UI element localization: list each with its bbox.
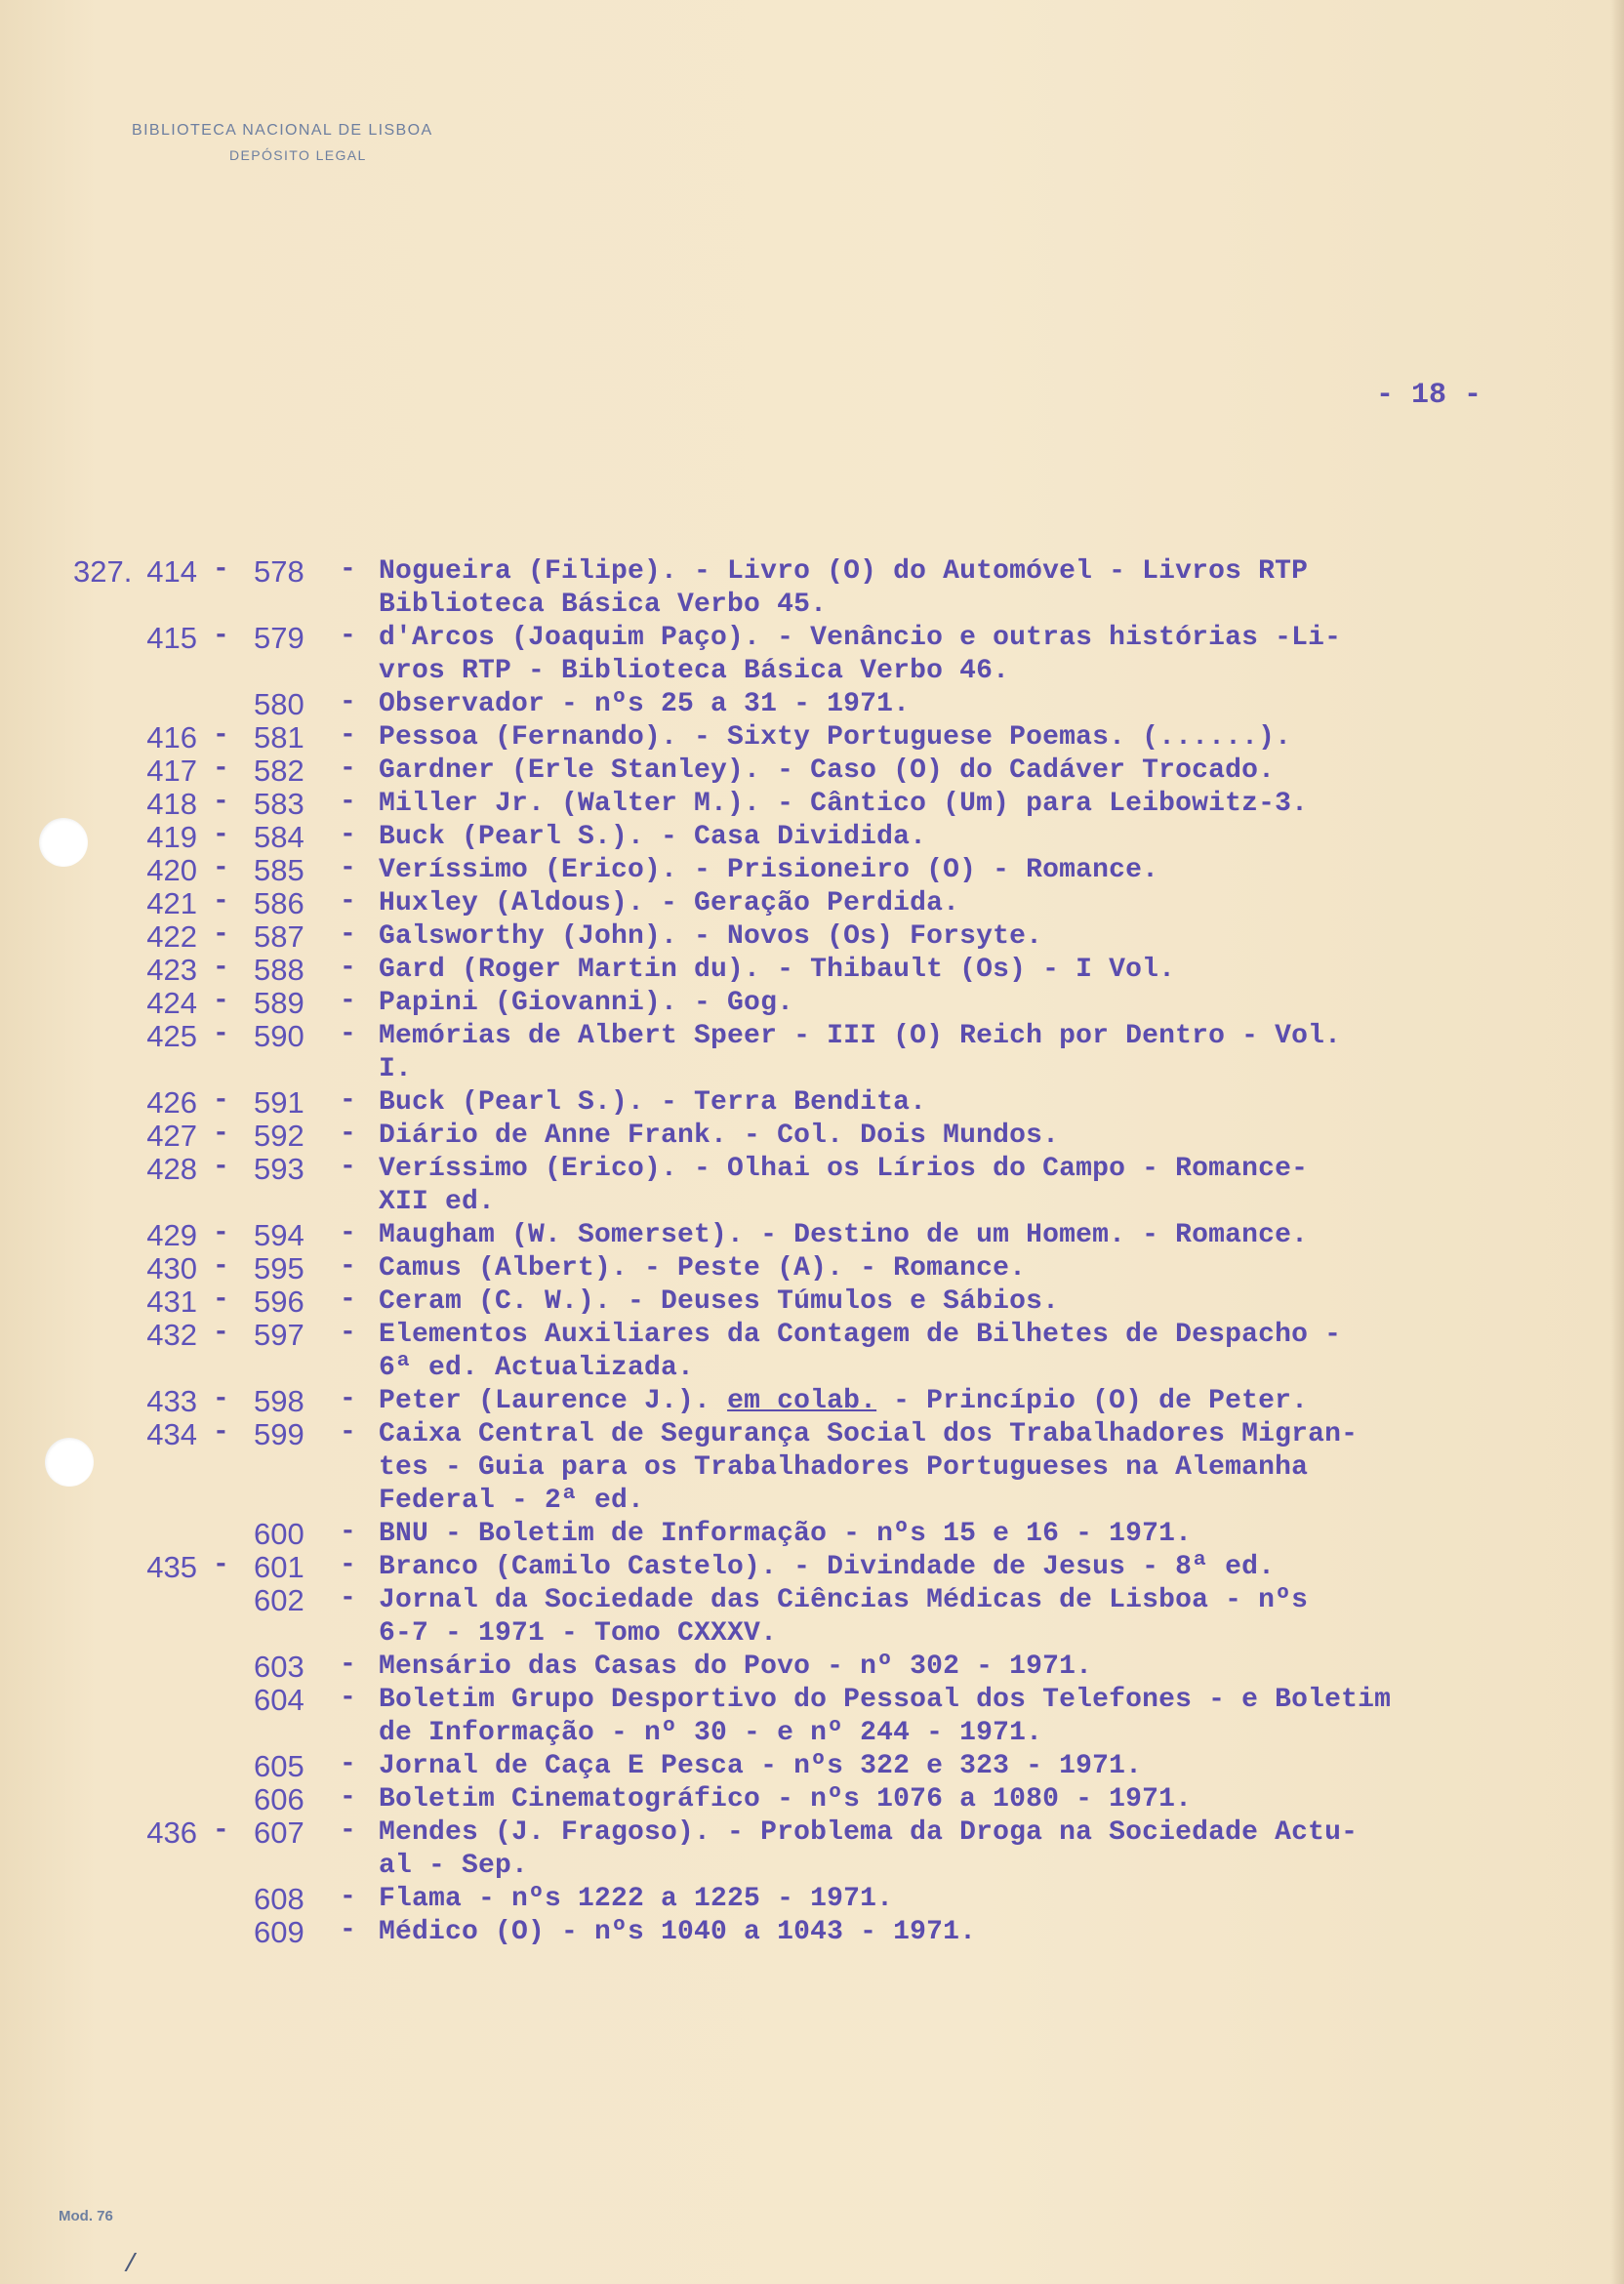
separator-dash: - (340, 986, 356, 1016)
entry-text: Jornal de Caça E Pesca - nºs 322 e 323 - 1971. (379, 1751, 1143, 1781)
entry-line (117, 1285, 1581, 1318)
entry-line (117, 1749, 1581, 1782)
deposit-number: 596 (254, 1285, 304, 1319)
separator-dash: - (340, 1683, 356, 1713)
deposit-number: 607 (254, 1815, 304, 1850)
register-number: 423 (146, 953, 197, 987)
letterhead (132, 122, 433, 163)
entry-line (117, 1152, 1581, 1185)
separator-dash: - (213, 1285, 229, 1315)
entry-text: Galsworthy (John). - Novos (Os) Forsyte. (379, 921, 1043, 952)
register-number: 431 (146, 1285, 197, 1319)
deposit-number: 581 (254, 720, 304, 755)
entry-text: Diário de Anne Frank. - Col. Dois Mundos. (379, 1121, 1060, 1151)
pencil-mark: / (123, 2250, 139, 2279)
deposit-number: 578 (254, 554, 304, 589)
register-number: 420 (146, 853, 197, 887)
entry-text: Nogueira (Filipe). - Livro (O) do Automóvel - Livros RTP (379, 556, 1309, 587)
paper-edge-shadow (1610, 0, 1624, 2284)
punch-hole-top (39, 818, 88, 867)
underlined-annotation: em colab. (727, 1386, 877, 1416)
entry-text: Camus (Albert). - Peste (A). - Romance. (379, 1253, 1027, 1284)
deposit-entry-list (73, 554, 1581, 1949)
deposit-number: 584 (254, 820, 304, 854)
separator-dash: - (213, 1417, 229, 1448)
separator-dash: - (213, 853, 229, 883)
separator-dash: - (213, 1119, 229, 1149)
separator-dash: - (213, 1218, 229, 1248)
separator-dash: - (213, 986, 229, 1016)
entry-text: Maugham (W. Somerset). - Destino de um Homem. - Romance. (379, 1220, 1309, 1250)
register-number: 426 (146, 1085, 197, 1120)
separator-dash: - (340, 886, 356, 917)
separator-dash: - (340, 820, 356, 850)
register-number: 434 (146, 1417, 197, 1451)
separator-dash: - (213, 1152, 229, 1182)
register-number: 427 (146, 1119, 197, 1153)
deposit-number: 588 (254, 953, 304, 987)
separator-dash: - (213, 953, 229, 983)
separator-dash: - (213, 1251, 229, 1282)
entry-continuation-line (117, 1716, 1581, 1749)
entry-text: Miller Jr. (Walter M.). - Cântico (Um) para Leibowitz-3. (379, 789, 1309, 819)
deposit-number: 609 (254, 1915, 304, 1949)
letterhead-institution: BIBLIOTECA NACIONAL DE LISBOA (132, 122, 433, 139)
register-number: 435 (146, 1550, 197, 1584)
entry-line (117, 1583, 1581, 1616)
entry-text: Federal - 2ª ed. (379, 1486, 645, 1516)
entry-text: Huxley (Aldous). - Geração Perdida. (379, 888, 960, 918)
entry-text: Flama - nºs 1222 a 1225 - 1971. (379, 1884, 894, 1914)
deposit-number: 603 (254, 1650, 304, 1684)
entry-continuation-line (117, 654, 1581, 687)
register-number: 433 (146, 1384, 197, 1418)
entry-text: Mendes (J. Fragoso). - Problema da Droga na Sociedade Actu- (379, 1817, 1359, 1848)
entry-line (117, 1119, 1581, 1152)
entry-text: Mensário das Casas do Povo - nº 302 - 1971. (379, 1652, 1093, 1682)
register-number: 419 (146, 820, 197, 854)
entry-text: vros RTP - Biblioteca Básica Verbo 46. (379, 656, 1010, 686)
classification-prefix: 327. (73, 554, 133, 589)
entry-text: Branco (Camilo Castelo). - Divindade de Jesus - 8ª ed. (379, 1552, 1276, 1582)
entry-text: Gard (Roger Martin du). - Thibault (Os) - I Vol. (379, 955, 1176, 985)
separator-dash: - (213, 754, 229, 784)
form-code: Mod. 76 (59, 2208, 113, 2224)
separator-dash: - (213, 1019, 229, 1049)
separator-dash: - (340, 953, 356, 983)
deposit-number: 583 (254, 787, 304, 821)
entry-continuation-line (117, 1849, 1581, 1882)
separator-dash: - (340, 1815, 356, 1846)
deposit-number: 586 (254, 886, 304, 920)
entry-line (117, 886, 1581, 919)
entry-line (117, 1683, 1581, 1716)
entry-continuation-line (117, 588, 1581, 621)
entry-text: Memórias de Albert Speer - III (O) Reich por Dentro - Vol. (379, 1021, 1342, 1051)
entry-text: Papini (Giovanni). - Gog. (379, 988, 794, 1018)
separator-dash: - (340, 1285, 356, 1315)
separator-dash: - (213, 621, 229, 651)
entry-continuation-line (117, 1616, 1581, 1650)
deposit-number: 604 (254, 1683, 304, 1717)
register-number: 432 (146, 1318, 197, 1352)
register-number: 416 (146, 720, 197, 755)
deposit-number: 608 (254, 1882, 304, 1916)
separator-dash: - (213, 554, 229, 585)
separator-dash: - (213, 787, 229, 817)
register-number: 417 (146, 754, 197, 788)
entry-text: Observador - nºs 25 a 31 - 1971. (379, 689, 911, 719)
separator-dash: - (340, 787, 356, 817)
register-number: 436 (146, 1815, 197, 1850)
deposit-number: 606 (254, 1782, 304, 1816)
entry-line (117, 1650, 1581, 1683)
separator-dash: - (340, 1749, 356, 1779)
separator-dash: - (213, 720, 229, 751)
separator-dash: - (340, 1417, 356, 1448)
deposit-number: 605 (254, 1749, 304, 1783)
entry-text: Buck (Pearl S.). - Casa Dividida. (379, 822, 927, 852)
entry-continuation-line (117, 1351, 1581, 1384)
register-number: 422 (146, 919, 197, 954)
entry-line (117, 1384, 1581, 1417)
entry-text: BNU - Boletim de Informação - nºs 15 e 16 - 1971. (379, 1519, 1193, 1549)
entry-line (117, 820, 1581, 853)
separator-dash: - (213, 820, 229, 850)
separator-dash: - (340, 1318, 356, 1348)
entry-text: Biblioteca Básica Verbo 45. (379, 590, 828, 620)
register-number: 430 (146, 1251, 197, 1285)
entry-line (117, 853, 1581, 886)
deposit-number: 589 (254, 986, 304, 1020)
separator-dash: - (213, 919, 229, 950)
entry-line (117, 986, 1581, 1019)
separator-dash: - (340, 687, 356, 717)
deposit-number: 582 (254, 754, 304, 788)
entry-line (117, 1318, 1581, 1351)
entry-text: Peter (Laurence J.). em colab. - Princípio (O) de Peter. (379, 1386, 1309, 1416)
deposit-number: 599 (254, 1417, 304, 1451)
separator-dash: - (213, 1550, 229, 1580)
entry-text: Gardner (Erle Stanley). - Caso (O) do Cadáver Trocado. (379, 755, 1276, 786)
entry-line (117, 1019, 1581, 1052)
deposit-number: 594 (254, 1218, 304, 1252)
separator-dash: - (340, 554, 356, 585)
entry-line (117, 1417, 1581, 1450)
entry-text: Elementos Auxiliares da Contagem de Bilhetes de Despacho - (379, 1320, 1342, 1350)
deposit-number: 593 (254, 1152, 304, 1186)
entry-text: de Informação - nº 30 - e nº 244 - 1971. (379, 1718, 1043, 1748)
deposit-number: 592 (254, 1119, 304, 1153)
entry-text: XII ed. (379, 1187, 496, 1217)
separator-dash: - (213, 1085, 229, 1116)
entry-line (117, 1251, 1581, 1285)
entry-text: Pessoa (Fernando). - Sixty Portuguese Poemas. (......). (379, 722, 1292, 753)
entry-line (117, 1882, 1581, 1915)
entry-line (117, 787, 1581, 820)
separator-dash: - (340, 1583, 356, 1613)
letterhead-department: DEPÓSITO LEGAL (229, 147, 367, 163)
deposit-number: 585 (254, 853, 304, 887)
entry-text: Ceram (C. W.). - Deuses Túmulos e Sábios. (379, 1286, 1060, 1317)
separator-dash: - (340, 1782, 356, 1813)
separator-dash: - (340, 1119, 356, 1149)
entry-text: Buck (Pearl S.). - Terra Bendita. (379, 1087, 927, 1118)
entry-line (117, 621, 1581, 654)
separator-dash: - (340, 1517, 356, 1547)
separator-dash: - (213, 1318, 229, 1348)
entry-text: Jornal da Sociedade das Ciências Médicas de Lisboa - nºs (379, 1585, 1309, 1615)
entry-line (117, 1815, 1581, 1849)
entry-line (117, 687, 1581, 720)
entry-line (117, 754, 1581, 787)
punch-hole-bottom (45, 1438, 94, 1487)
entry-continuation-line (117, 1484, 1581, 1517)
register-number: 421 (146, 886, 197, 920)
page-number: - 18 - (1376, 379, 1482, 412)
separator-dash: - (340, 919, 356, 950)
separator-dash: - (213, 1815, 229, 1846)
register-number: 428 (146, 1152, 197, 1186)
separator-dash: - (340, 853, 356, 883)
separator-dash: - (340, 1550, 356, 1580)
entry-line (73, 554, 1581, 589)
register-number: 414 (146, 554, 197, 589)
entry-text: al - Sep. (379, 1851, 529, 1881)
deposit-number: 591 (254, 1085, 304, 1120)
entry-continuation-line (117, 1450, 1581, 1484)
entry-line (117, 1085, 1581, 1119)
separator-dash: - (340, 1882, 356, 1912)
deposit-number: 600 (254, 1517, 304, 1551)
separator-dash: - (340, 1085, 356, 1116)
entry-text: Boletim Grupo Desportivo do Pessoal dos Telefones - e Boletim (379, 1685, 1392, 1715)
entry-line (117, 1915, 1581, 1948)
register-number: 429 (146, 1218, 197, 1252)
separator-dash: - (340, 1915, 356, 1945)
entry-text: 6ª ed. Actualizada. (379, 1353, 695, 1383)
entry-line (117, 919, 1581, 953)
separator-dash: - (340, 1251, 356, 1282)
separator-dash: - (340, 720, 356, 751)
deposit-number: 601 (254, 1550, 304, 1584)
entry-text: Veríssimo (Erico). - Olhai os Lírios do Campo - Romance- (379, 1154, 1309, 1184)
entry-continuation-line (117, 1052, 1581, 1085)
entry-line (117, 720, 1581, 754)
entry-line (117, 953, 1581, 986)
separator-dash: - (340, 621, 356, 651)
register-number: 418 (146, 787, 197, 821)
entry-text: tes - Guia para os Trabalhadores Portugueses na Alemanha (379, 1452, 1309, 1483)
entry-line (117, 1550, 1581, 1583)
entry-text: Caixa Central de Segurança Social dos Trabalhadores Migran- (379, 1419, 1359, 1449)
register-number: 425 (146, 1019, 197, 1053)
deposit-number: 580 (254, 687, 304, 721)
separator-dash: - (213, 1384, 229, 1414)
separator-dash: - (213, 886, 229, 917)
deposit-number: 587 (254, 919, 304, 954)
entry-line (117, 1218, 1581, 1251)
deposit-number: 597 (254, 1318, 304, 1352)
entry-continuation-line (117, 1185, 1581, 1218)
separator-dash: - (340, 1218, 356, 1248)
entry-line (117, 1517, 1581, 1550)
deposit-number: 602 (254, 1583, 304, 1617)
deposit-number: 598 (254, 1384, 304, 1418)
entry-line (117, 1782, 1581, 1815)
deposit-number: 590 (254, 1019, 304, 1053)
register-number: 424 (146, 986, 197, 1020)
separator-dash: - (340, 1384, 356, 1414)
separator-dash: - (340, 1152, 356, 1182)
entry-text: Veríssimo (Erico). - Prisioneiro (O) - Romance. (379, 855, 1159, 885)
deposit-number: 595 (254, 1251, 304, 1285)
entry-text: I. (379, 1054, 413, 1084)
separator-dash: - (340, 1650, 356, 1680)
separator-dash: - (340, 754, 356, 784)
entry-text: Médico (O) - nºs 1040 a 1043 - 1971. (379, 1917, 977, 1947)
deposit-number: 579 (254, 621, 304, 655)
entry-text: Boletim Cinematográfico - nºs 1076 a 1080 - 1971. (379, 1784, 1193, 1815)
separator-dash: - (340, 1019, 356, 1049)
entry-text: d'Arcos (Joaquim Paço). - Venâncio e outras histórias -Li- (379, 623, 1342, 653)
register-number: 415 (146, 621, 197, 655)
entry-text: 6-7 - 1971 - Tomo CXXXV. (379, 1618, 778, 1649)
